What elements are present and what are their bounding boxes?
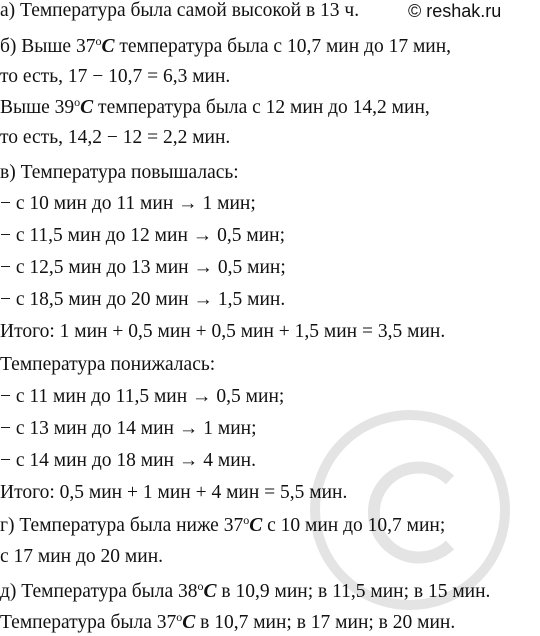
text: Итого: 1 мин + 0,5 мин + 0,5 мин + 1,5 мин = 3,5 мин.: [0, 321, 446, 342]
line-v8: [0, 386, 284, 408]
line-g1: [0, 515, 445, 537]
line-v11: [0, 482, 347, 504]
line-b1: [0, 36, 451, 58]
unit: C: [101, 36, 115, 57]
line-a: [0, 0, 359, 22]
text: − с 12,5 мин до 13 мин → 0,5 мин;: [0, 257, 286, 278]
text: температура была с 10,7 мин до 17 мин,: [114, 36, 452, 57]
line-v10: [0, 450, 256, 472]
text: Температура была 37: [0, 612, 177, 633]
text: в 10,7 мин; в 17 мин; в 20 мин.: [195, 612, 456, 633]
text: д) Температура была 38: [0, 581, 198, 602]
text: − с 11 мин до 11,5 мин → 0,5 мин;: [0, 386, 285, 407]
line-b2: [0, 66, 230, 88]
degree-sign: o: [74, 95, 81, 109]
text: с 17 мин до 20 мин.: [0, 546, 163, 567]
degree-sign: o: [176, 610, 183, 624]
text: − с 14 мин до 18 мин → 4 мин.: [0, 450, 256, 471]
degree-sign: o: [95, 34, 102, 48]
text: − с 11,5 мин до 12 мин → 0,5 мин;: [0, 225, 286, 246]
line-v1: [0, 162, 239, 184]
text: с 10 мин до 10,7 мин;: [262, 515, 446, 536]
unit: C: [249, 515, 263, 536]
unit: C: [182, 612, 196, 633]
line-b4: [0, 127, 230, 149]
copyright-notice: © reshak.ru: [408, 1, 502, 21]
degree-sign: o: [243, 513, 250, 527]
text: − с 18,5 мин до 20 мин → 1,5 мин.: [0, 289, 286, 310]
text: − с 13 мин до 14 мин → 1 мин;: [0, 418, 257, 439]
text: Выше 39: [0, 97, 75, 118]
line-d2: [0, 612, 455, 634]
line-g2: [0, 546, 163, 568]
text: то есть, 17 − 10,7 = 6,3 мин.: [0, 66, 231, 87]
text: б) Выше 37: [0, 36, 96, 57]
text: то есть, 14,2 − 12 = 2,2 мин.: [0, 127, 231, 148]
line-v2: [0, 193, 256, 215]
line-v7: [0, 354, 215, 376]
line-v6: [0, 321, 445, 343]
unit: C: [80, 97, 94, 118]
text: г) Температура была ниже 37: [0, 515, 244, 536]
line-v5: [0, 289, 285, 311]
text: в) Температура повышалась:: [0, 162, 239, 183]
line-v3: [0, 225, 285, 247]
text: Итого: 0,5 мин + 1 мин + 4 мин = 5,5 мин.: [0, 482, 348, 503]
line-d1: [0, 581, 490, 603]
degree-sign: o: [197, 579, 204, 593]
text: температура была с 12 мин до 14,2 мин,: [93, 97, 430, 118]
line-v9: [0, 418, 257, 440]
line-b3: [0, 97, 430, 119]
text: − с 10 мин до 11 мин → 1 мин;: [0, 193, 256, 214]
text: в 10,9 мин; в 11,5 мин; в 15 мин.: [216, 581, 491, 602]
text: а) Температура была самой высокой в 13 ч.: [0, 0, 360, 21]
unit: C: [203, 581, 217, 602]
text: Температура понижалась:: [0, 354, 216, 375]
line-v4: [0, 257, 286, 279]
